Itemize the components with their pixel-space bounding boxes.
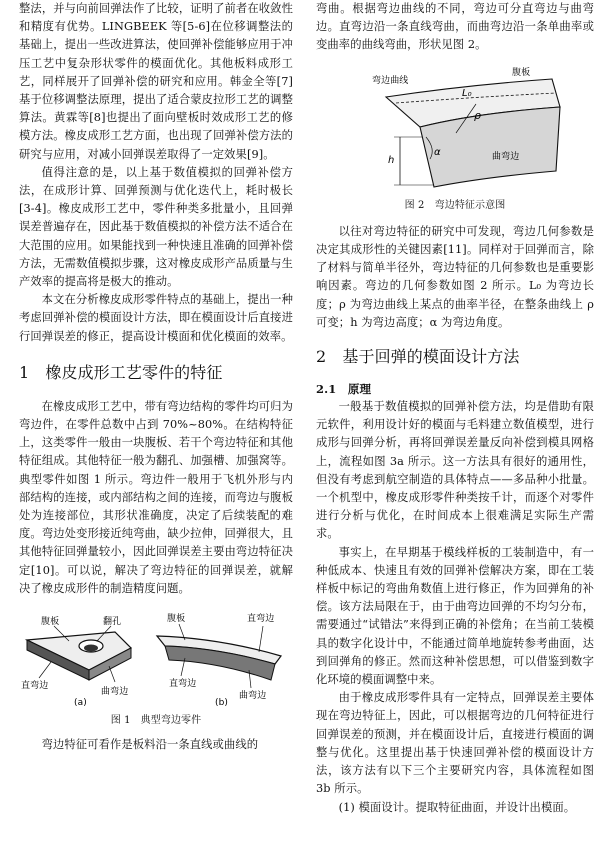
fig1a-label-web: 腹板 (41, 617, 60, 628)
paragraph: 一般基于数值模拟的回弹补偿方法，均是借助有限元软件，利用设计好的模面与毛料建立数值模型，进行成形与回弹分析，再将回弹误差量反向补偿到模具网格上，流程如图 3a 所示。这一方法具有很好的通用性，但没有考虑到航空制造的具体特点——多品种小批量。一个机型中，橡皮成形零件种类按千计，而逐个对零件进行分析与优化，在时间成本上很难满足实际生产需求。 (316, 400, 594, 541)
section-heading-2: 2 基于回弹的模面设计方法 (316, 347, 520, 367)
fig1b-label-straight-flange-2: 直弯边 (169, 679, 197, 690)
paragraph: 事实上，在早期基于模线样板的工装制造中，有一种低成本、快速且有效的回弹补偿解决方案，即在工装样板中标记的弯曲角数值上进行修正，作为回弹角的补偿。该方法局限在于，由于曲弯边回弹的不均匀分布，需要通过“试错法”来得到正确的补偿角；在当前工装模具的数字化设计中，不能通过简单地旋转参考曲面，达到回弹角的修正。然而这种补偿思想，可以借鉴到数字化环境的模面调整中来。 (316, 545, 594, 687)
paragraph: 本文在分析橡皮成形零件特点的基础上，提出一种考虑回弹补偿的模面设计方法，即在模面设计后直接进行回弹误差的修正，提高设计模面和优化模面的效率。 (19, 293, 293, 343)
subsection-heading-2-1: 2.1 原理 (316, 382, 372, 397)
fig2-label-flange-curve: 弯边曲线 (372, 75, 409, 86)
fig1b-label-straight-flange: 直弯边 (247, 614, 275, 625)
fig1a-label-hole: 翻孔 (103, 617, 122, 628)
fig1a-label-straight-flange: 直弯边 (21, 681, 49, 692)
fig1a-label-curved-flange: 曲弯边 (101, 687, 129, 698)
left-column (19, 0, 293, 755)
paragraph: 在橡皮成形工艺中，带有弯边结构的零件均可归为弯边件，在零件总数中占到 70%~80%。在结构特征上，这类零件一般由一块腹板、若干个弯边特征和其他特征组成。其他特征一般为翻孔、加强槽、加强窝等。典型零件如图 1 所示。弯边件一般用于飞机外形与内部结构的连接，或内部结构之间的连接，而弯边与腹板处为连接部位，其形状准确度，决定了后续装配的难度。弯边处变形接近纯弯曲，缺少拉伸，回弹很大，且其他特征回弹量较小，因此回弹误差主要由弯边特征决定[10]。可以说，解决了弯边特征的回弹误差，就解决了橡皮成形件的制造精度问题。 (19, 399, 293, 595)
fig2-label-rho: ρ (474, 108, 482, 122)
figure-2-caption: 图 2 弯边特征示意图 (404, 199, 506, 211)
figure-2 (316, 59, 594, 213)
figure-1-caption: 图 1 典型弯边零件 (110, 715, 202, 727)
paragraph: 弯边特征可看作是板料沿一条直线或曲线的 (41, 738, 259, 752)
fig1a-tag: (a) (74, 698, 87, 709)
fig1b-label-curved-flange: 曲弯边 (239, 691, 267, 702)
figure-1 (19, 604, 293, 728)
paragraph: 弯曲。根据弯边曲线的不同，弯边可分直弯边与曲弯边。直弯边沿一条直线弯曲，而曲弯边沿一条单曲率或变曲率的曲线弯曲，形状见图 2。 (316, 2, 594, 52)
figure-1-drawing (19, 604, 293, 708)
fig1b-label-web: 腹板 (167, 614, 186, 625)
paragraph: 由于橡皮成形零件具有一定特点，回弹误差主要体现在弯边特征上，因此，可以根据弯边的几何特征进行回弹误差的预测，并在模面设计后，直接进行模面的调整与优化。这里提出基于快速回弹补偿的模面设计方法，该方法有以下三个主要研究内容，具体流程如图 3b 所示。 (316, 691, 594, 796)
fig2-label-curved-flange: 曲弯边 (492, 151, 520, 162)
figure-2-drawing (316, 59, 594, 191)
fig2-label-L0: L₀ (462, 87, 472, 99)
fig2-label-h: h (388, 154, 395, 166)
right-column (316, 0, 594, 817)
figure-2-flange-shape (386, 79, 560, 187)
fig2-label-web: 腹板 (512, 67, 531, 78)
paragraph: 以往对弯边特征的研究中可发现，弯边几何参数是决定其成形性的关键因素[11]。同样对于回弹而言，除了材料与简单半径外，弯边特征的几何参数也是重要影响因素。弯边的几何参数如图 2 所示。L₀ 为弯边长度；ρ 为弯边曲线上某点的曲率半径，在整条曲线上 ρ 可变；h 为弯边高度；α 为弯边角度。 (316, 224, 594, 329)
section-heading-1: 1 橡皮成形工艺零件的特征 (19, 362, 223, 382)
paragraph: 值得注意的是，以上基于数值模拟的回弹补偿方法，在成形计算、回弹预测与优化迭代上，耗时极长[3-4]。橡皮成形工艺中，零件种类多批量小，且回弹误差普遍存在，因此基于数值模拟的补偿方法不适合在大范围的应用。如果能找到一种快速且准确的回弹补偿方法，无需数值模拟步骤，这对橡皮成形产品质量与生产效率的提高将是极大的推动。 (19, 165, 293, 289)
paragraph: (1) 模面设计。提取特征曲面，并设计出模面。 (338, 800, 576, 814)
figure-1a-part (27, 626, 131, 682)
paragraph: 整法，并与向前回弹法作了比较，证明了前者在收敛性和精度有优势。LINGBEEK 等[5-6]在位移调整法的基础上，提出一些改进算法，使回弹补偿能够应用于冲压工艺中复杂形状零件的模面优化。其他板料成形工艺，同样展开了回弹补偿的研究和应用。韩金全等[7]基于位移调整法原理，提出了适合蒙皮拉形工艺的调整算法。黄霖等[8]也提出了面向壁板时效成形工艺的修模方法。橡皮成形工艺方面，也出现了回弹补偿方法的研究与应用，对减小回弹误差取得了一定效果[9]。 (19, 2, 293, 161)
fig1b-tag: (b) (215, 698, 229, 709)
fig2-label-alpha: α (434, 146, 441, 158)
